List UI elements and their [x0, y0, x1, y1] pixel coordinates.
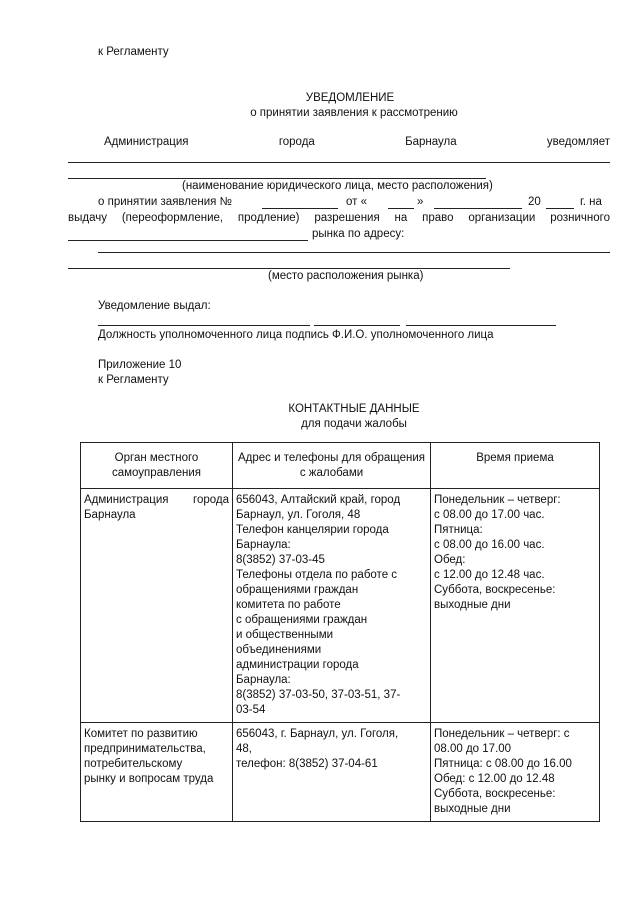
notice-subtitle: о принятии заявления к рассмотрению	[250, 107, 458, 119]
address-line: 656043, Алтайский край, город	[236, 494, 401, 506]
blank-signature	[314, 325, 400, 326]
table-header-row	[81, 443, 600, 489]
hours-cell	[431, 489, 600, 723]
blank-line-market-1	[98, 252, 610, 253]
address-line: 8(3852) 37-03-45	[236, 554, 325, 566]
contacts-title: КОНТАКТНЫЕ ДАННЫЕ	[288, 403, 420, 415]
address-line: 8(3852) 37-03-50, 37-03-51, 37-	[236, 689, 401, 701]
word: Администрация	[84, 494, 169, 506]
hours-line: выходные дни	[434, 803, 511, 815]
hours-line: с 08.00 до 17.00 час.	[434, 509, 545, 521]
word: на	[394, 212, 408, 224]
column-header: Адрес и телефоны для обращения с жалобами	[233, 443, 431, 489]
permit-purpose-line	[68, 212, 610, 224]
application-line-part1: о принятии заявления №	[98, 196, 232, 208]
blank-line-org-2	[68, 178, 486, 179]
hours-line: выходные дни	[434, 599, 511, 611]
address-line: объединениями	[236, 644, 322, 656]
organ-cell	[81, 723, 233, 822]
blank-line-market-2	[68, 268, 510, 269]
application-line-part3: »	[417, 196, 424, 208]
signature-caption: Должность уполномоченного лица подпись Ф.И.О. уполномоченного лица	[98, 329, 494, 341]
application-line-part4: 20	[528, 196, 541, 208]
address-line: 03-54	[236, 704, 266, 716]
contacts-subtitle: для подачи жалобы	[301, 418, 407, 430]
word: выдачу	[68, 212, 107, 224]
contacts-table	[80, 442, 600, 822]
word: организации	[468, 212, 536, 224]
address-cell	[233, 489, 431, 723]
organ-line: Барнаула	[84, 509, 136, 521]
word: города	[278, 136, 315, 148]
hours-line: Пятница: с 08.00 до 16.00	[434, 758, 572, 770]
address-line: с обращениями граждан	[236, 614, 368, 626]
blank-year	[546, 208, 574, 209]
word: розничного	[550, 212, 610, 224]
address-line: Барнаул, ул. Гоголя, 48	[236, 509, 361, 521]
hours-line: Суббота, воскресенье:	[434, 788, 556, 800]
address-line: администрации города	[236, 659, 359, 671]
caption-org: (наименование юридического лица, место расположения)	[182, 180, 493, 192]
word: разрешения	[314, 212, 380, 224]
blank-line-org-1	[68, 162, 610, 163]
address-line: обращениями граждан	[236, 584, 359, 596]
word: уведомляет	[546, 136, 610, 148]
hours-line: с 08.00 до 16.00 час.	[434, 539, 545, 551]
word: Администрация	[104, 136, 189, 148]
hours-line: Понедельник – четверг:	[434, 494, 561, 506]
hours-line: Пятница:	[434, 524, 483, 536]
organ-line: предпринимательства,	[84, 743, 206, 755]
organ-cell	[81, 489, 233, 723]
organ-line: рынку и вопросам труда	[84, 773, 214, 785]
hours-line: с 12.00 до 12.48 час.	[434, 569, 545, 581]
address-line: Барнаула:	[236, 674, 291, 686]
column-header: Орган местного самоуправления	[81, 443, 233, 489]
table-row	[81, 489, 600, 723]
word: (переоформление,	[121, 212, 224, 224]
appendix-label: Приложение 10	[98, 359, 182, 371]
blank-full-name	[406, 325, 556, 326]
market-address-label: рынка по адресу:	[312, 228, 405, 240]
blank-day	[388, 208, 414, 209]
word: Барнаула	[405, 136, 457, 148]
word: города	[193, 494, 229, 506]
hours-line: 08.00 до 17.00	[434, 743, 512, 755]
hours-line: Понедельник – четверг: с	[434, 728, 570, 740]
address-line: комитета по работе	[236, 599, 341, 611]
table-row	[81, 723, 600, 822]
hours-line: Суббота, воскресенье:	[434, 584, 556, 596]
address-line: Барнаула:	[236, 539, 291, 551]
caption-market: (место расположения рынка)	[268, 270, 424, 282]
blank-market-type	[68, 240, 308, 241]
reglament-ref-top: к Регламенту	[98, 46, 169, 58]
address-line: 656043, г. Барнаул, ул. Гоголя,	[236, 728, 399, 740]
appendix-reglament-ref: к Регламенту	[98, 374, 169, 386]
organ-line	[84, 493, 229, 508]
address-line: и общественными	[236, 629, 334, 641]
address-line: 48,	[236, 743, 252, 755]
hours-line: Обед: с 12.00 до 12.48	[434, 773, 555, 785]
blank-position	[98, 325, 310, 326]
notice-title: УВЕДОМЛЕНИЕ	[305, 92, 395, 104]
organ-line: потребительскому	[84, 758, 183, 770]
admin-notifies-line	[104, 136, 610, 148]
address-line: Телефон канцелярии города	[236, 524, 389, 536]
blank-month	[434, 208, 522, 209]
application-line-part5: г. на	[580, 196, 602, 208]
issued-by-label: Уведомление выдал:	[98, 300, 211, 312]
word: право	[422, 212, 454, 224]
column-header: Время приема	[431, 443, 600, 489]
address-line: телефон: 8(3852) 37-04-61	[236, 758, 378, 770]
word: продление)	[237, 212, 300, 224]
blank-application-number	[262, 208, 338, 209]
hours-cell	[431, 723, 600, 822]
address-line: Телефоны отдела по работе с	[236, 569, 398, 581]
organ-line: Комитет по развитию	[84, 728, 198, 740]
hours-line: Обед:	[434, 554, 466, 566]
address-cell	[233, 723, 431, 822]
application-line-part2: от «	[346, 196, 368, 208]
